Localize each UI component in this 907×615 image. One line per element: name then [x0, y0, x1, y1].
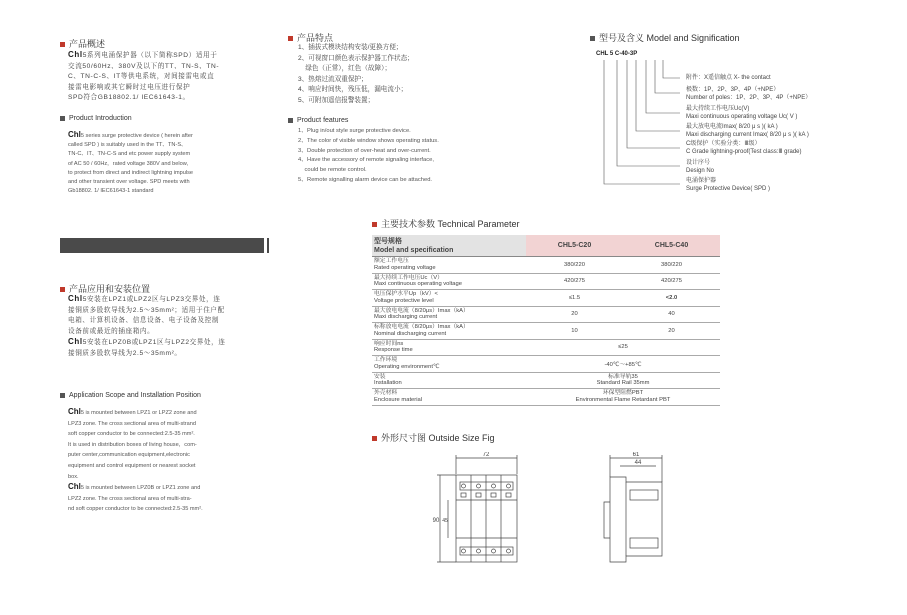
list-item: 5、Remote signalling alarm device can be attached.	[298, 176, 433, 183]
overview-en-title: Product Introduction	[60, 115, 132, 122]
model-item-spd: 电涌保护器 Surge Protective Device( SPD )	[686, 178, 771, 192]
screw	[492, 484, 496, 488]
dim-width-label: 72	[482, 452, 490, 458]
leader-line	[627, 60, 680, 148]
title-bullet-icon	[288, 36, 293, 41]
list-item: 5、可附加遥信报警装置；	[298, 96, 375, 104]
table-row: 标称放电电流（8/20μs）Imax（kA） Nominal discharging current 10 20	[372, 323, 720, 340]
model-item-imax: 最大放电电流Imax( 8/20 μ s )( kA ) Maxi discharging current Imax( 8/20 μ s )( kA )	[686, 124, 809, 138]
status-window	[491, 493, 496, 497]
dim-inner-label: 45	[442, 518, 448, 524]
table-header-row: 型号规格 Model and specification CHL5-C20 CHL5-C40	[372, 235, 720, 257]
table-row: 最大持续工作电压Uc（V） Maxi continuous operating voltage 420/275 420/275	[372, 273, 720, 290]
title-bullet-icon	[288, 118, 293, 123]
screw	[507, 549, 511, 553]
features-zh-list	[298, 43, 498, 106]
title-bullet-icon	[60, 287, 65, 292]
screw	[462, 549, 466, 553]
status-window	[506, 493, 511, 497]
table-row: 外壳材料 Enclosure material 环保型阻燃PBT Environmental Flame Retardant PBT	[372, 389, 720, 406]
title-bullet-icon	[60, 42, 65, 47]
leader-line	[604, 60, 680, 184]
features-en-list	[298, 127, 503, 186]
list-item: 3、Double protection of over-heat and over-current.	[298, 147, 431, 154]
section-divider-tick	[267, 238, 269, 253]
dim-depth-label: 61	[632, 452, 640, 458]
dim-height-label: 90	[432, 518, 440, 524]
leader-line	[663, 60, 680, 78]
dim-depth-inner-label: 44	[634, 460, 642, 466]
model-title: 型号及含义 Model and Signification	[590, 31, 740, 44]
leader-line	[655, 60, 680, 93]
list-item: 4、响应时间快，残压低，漏电流小；	[298, 86, 408, 93]
status-window	[476, 493, 481, 497]
model-item-accessory: 附件：X遥信触点 X- the contact	[686, 75, 771, 81]
bottom-terminal-strip	[460, 547, 513, 555]
top-terminal-strip	[460, 482, 513, 490]
overview-zh-text: Chl5系列电涌保护器（以下简称SPD）适用于 交流50/60Hz、380V及以下的TT、TN-S、TN- C、TN-C-S、IT等供电系统，对间接雷电或直 接雷电影响或其它瞬时过电压进行保护 SPD符合GB18802.1/ IEC61643-1。	[68, 50, 220, 101]
application-title: 产品应用和安装位置	[60, 282, 150, 295]
section-divider-bar	[60, 238, 264, 253]
model-item-grade: C级保护（实验分类：Ⅲ级） C Grade lightning-proof(Test class:Ⅲ grade)	[686, 141, 802, 155]
technical-table	[372, 235, 720, 406]
table-row: 安装 Installation 标准导轨35 Standard Rail 35mm	[372, 372, 720, 389]
list-item: 2、The color of visible window shows operating status.	[298, 137, 439, 144]
model-item-design-no: 设计序号 Design No	[686, 160, 715, 174]
list-item: 4、Have the accessory of remote signaling interface,	[298, 157, 434, 164]
screw	[477, 484, 481, 488]
technical-title: 主要技术参数 Technical Parameter	[372, 217, 520, 230]
screw	[492, 549, 496, 553]
list-item: could be remote control.	[298, 167, 367, 174]
overview-en-text: Chl5 series surge protective device ( herein after called SPD ) is suitably used in the TT、TN-S、 TN-C、IT、TN-C-S and etc power supply system of AC 50 / 60Hz，rated voltage 380V and below, to protect from direct and indirect lightning impulse and other transient over voltage. SPD meets with Gb18802. 1/ IEC61643-1 standard	[68, 130, 193, 195]
title-bullet-icon	[590, 36, 595, 41]
features-title: 产品特点	[288, 31, 333, 44]
title-bullet-icon	[60, 393, 65, 398]
list-item: 3、热熔过流双重保护；	[298, 75, 368, 83]
rail-clip	[604, 502, 610, 538]
list-item: 绿色（正常），红色（故障）；	[298, 65, 392, 72]
title-bullet-icon	[372, 436, 377, 441]
screw	[462, 484, 466, 488]
table-row: 额定工作电压 Rated operating voltage 380/220 380/220	[372, 257, 720, 274]
outline-drawing	[430, 452, 710, 572]
outline-title: 外形尺寸图 Outside Size Fig	[372, 431, 495, 444]
screw	[507, 484, 511, 488]
application-en-text: Chl5 is mounted between LPZ1 or LPZ2 zone and LPZ3 zone. The cross sectional area of multi-strand soft copper conductor to be connected:2.5-35 mm². It is used in distribution boxes of living house，com- puter center,communication equipment,electronic equipment and control equipment or nearest socket box. Chl5 is mounted between LPZ0B or LPZ1 zone and LPZ2 zone. The cross sectional area of multi-stra- nd soft copper conductor to be connected:2.5-35 mm².	[68, 407, 203, 513]
title-bullet-icon	[372, 222, 377, 227]
leader-line	[636, 60, 680, 131]
screw	[477, 549, 481, 553]
application-zh-text: Chl5安装在LPZ1或LPZ2区与LPZ3交界处，连 接铜质多股软导线为2.5～35mm²；适用于住户配 电箱、计算机设备、信息设备、电子设备及控制 设备前或最近的插座箱内。 Chl5安装在LPZ0B或LPZ1区与LPZ2交界处，连 接铜质多股软导线为2.5～35mm²。	[68, 294, 226, 357]
list-item: 1、插拔式模块结构安装/更换方便；	[298, 44, 403, 51]
table-row: 响应时间ns Response time ≤25	[372, 339, 720, 356]
model-code: CHL 5 C-40-3P	[596, 51, 638, 57]
application-en-title: Application Scope and Installation Position	[60, 392, 201, 399]
features-en-title: Product features	[288, 117, 348, 124]
model-item-poles: 极数：1P、2P、3P、4P（+NPE） Number of poles：1P、2P、3P、4P（+NPE）	[686, 87, 812, 101]
model-item-uc: 最大持续工作电压Uc(V) Maxi continuous operating voltage Uc( V )	[686, 106, 798, 120]
list-item: 1、Plug in/out style surge protective device.	[298, 128, 411, 134]
model-leader-lines	[590, 58, 680, 194]
table-row: 最大放电电流（8/20μs）Imax（kA） Maxi discharging current 20 40	[372, 306, 720, 323]
title-bullet-icon	[60, 116, 65, 121]
status-window	[461, 493, 466, 497]
overview-title: 产品概述	[60, 37, 105, 50]
table-row: 电压保护水平Up（kV）< Voltage protective level ≤1.5 <2.0	[372, 290, 720, 307]
table-row: 工作环境 Operating environment℃ -40℃～+85℃	[372, 356, 720, 373]
list-item: 2、可视窗口颜色表示保护器工作状态；	[298, 54, 414, 62]
